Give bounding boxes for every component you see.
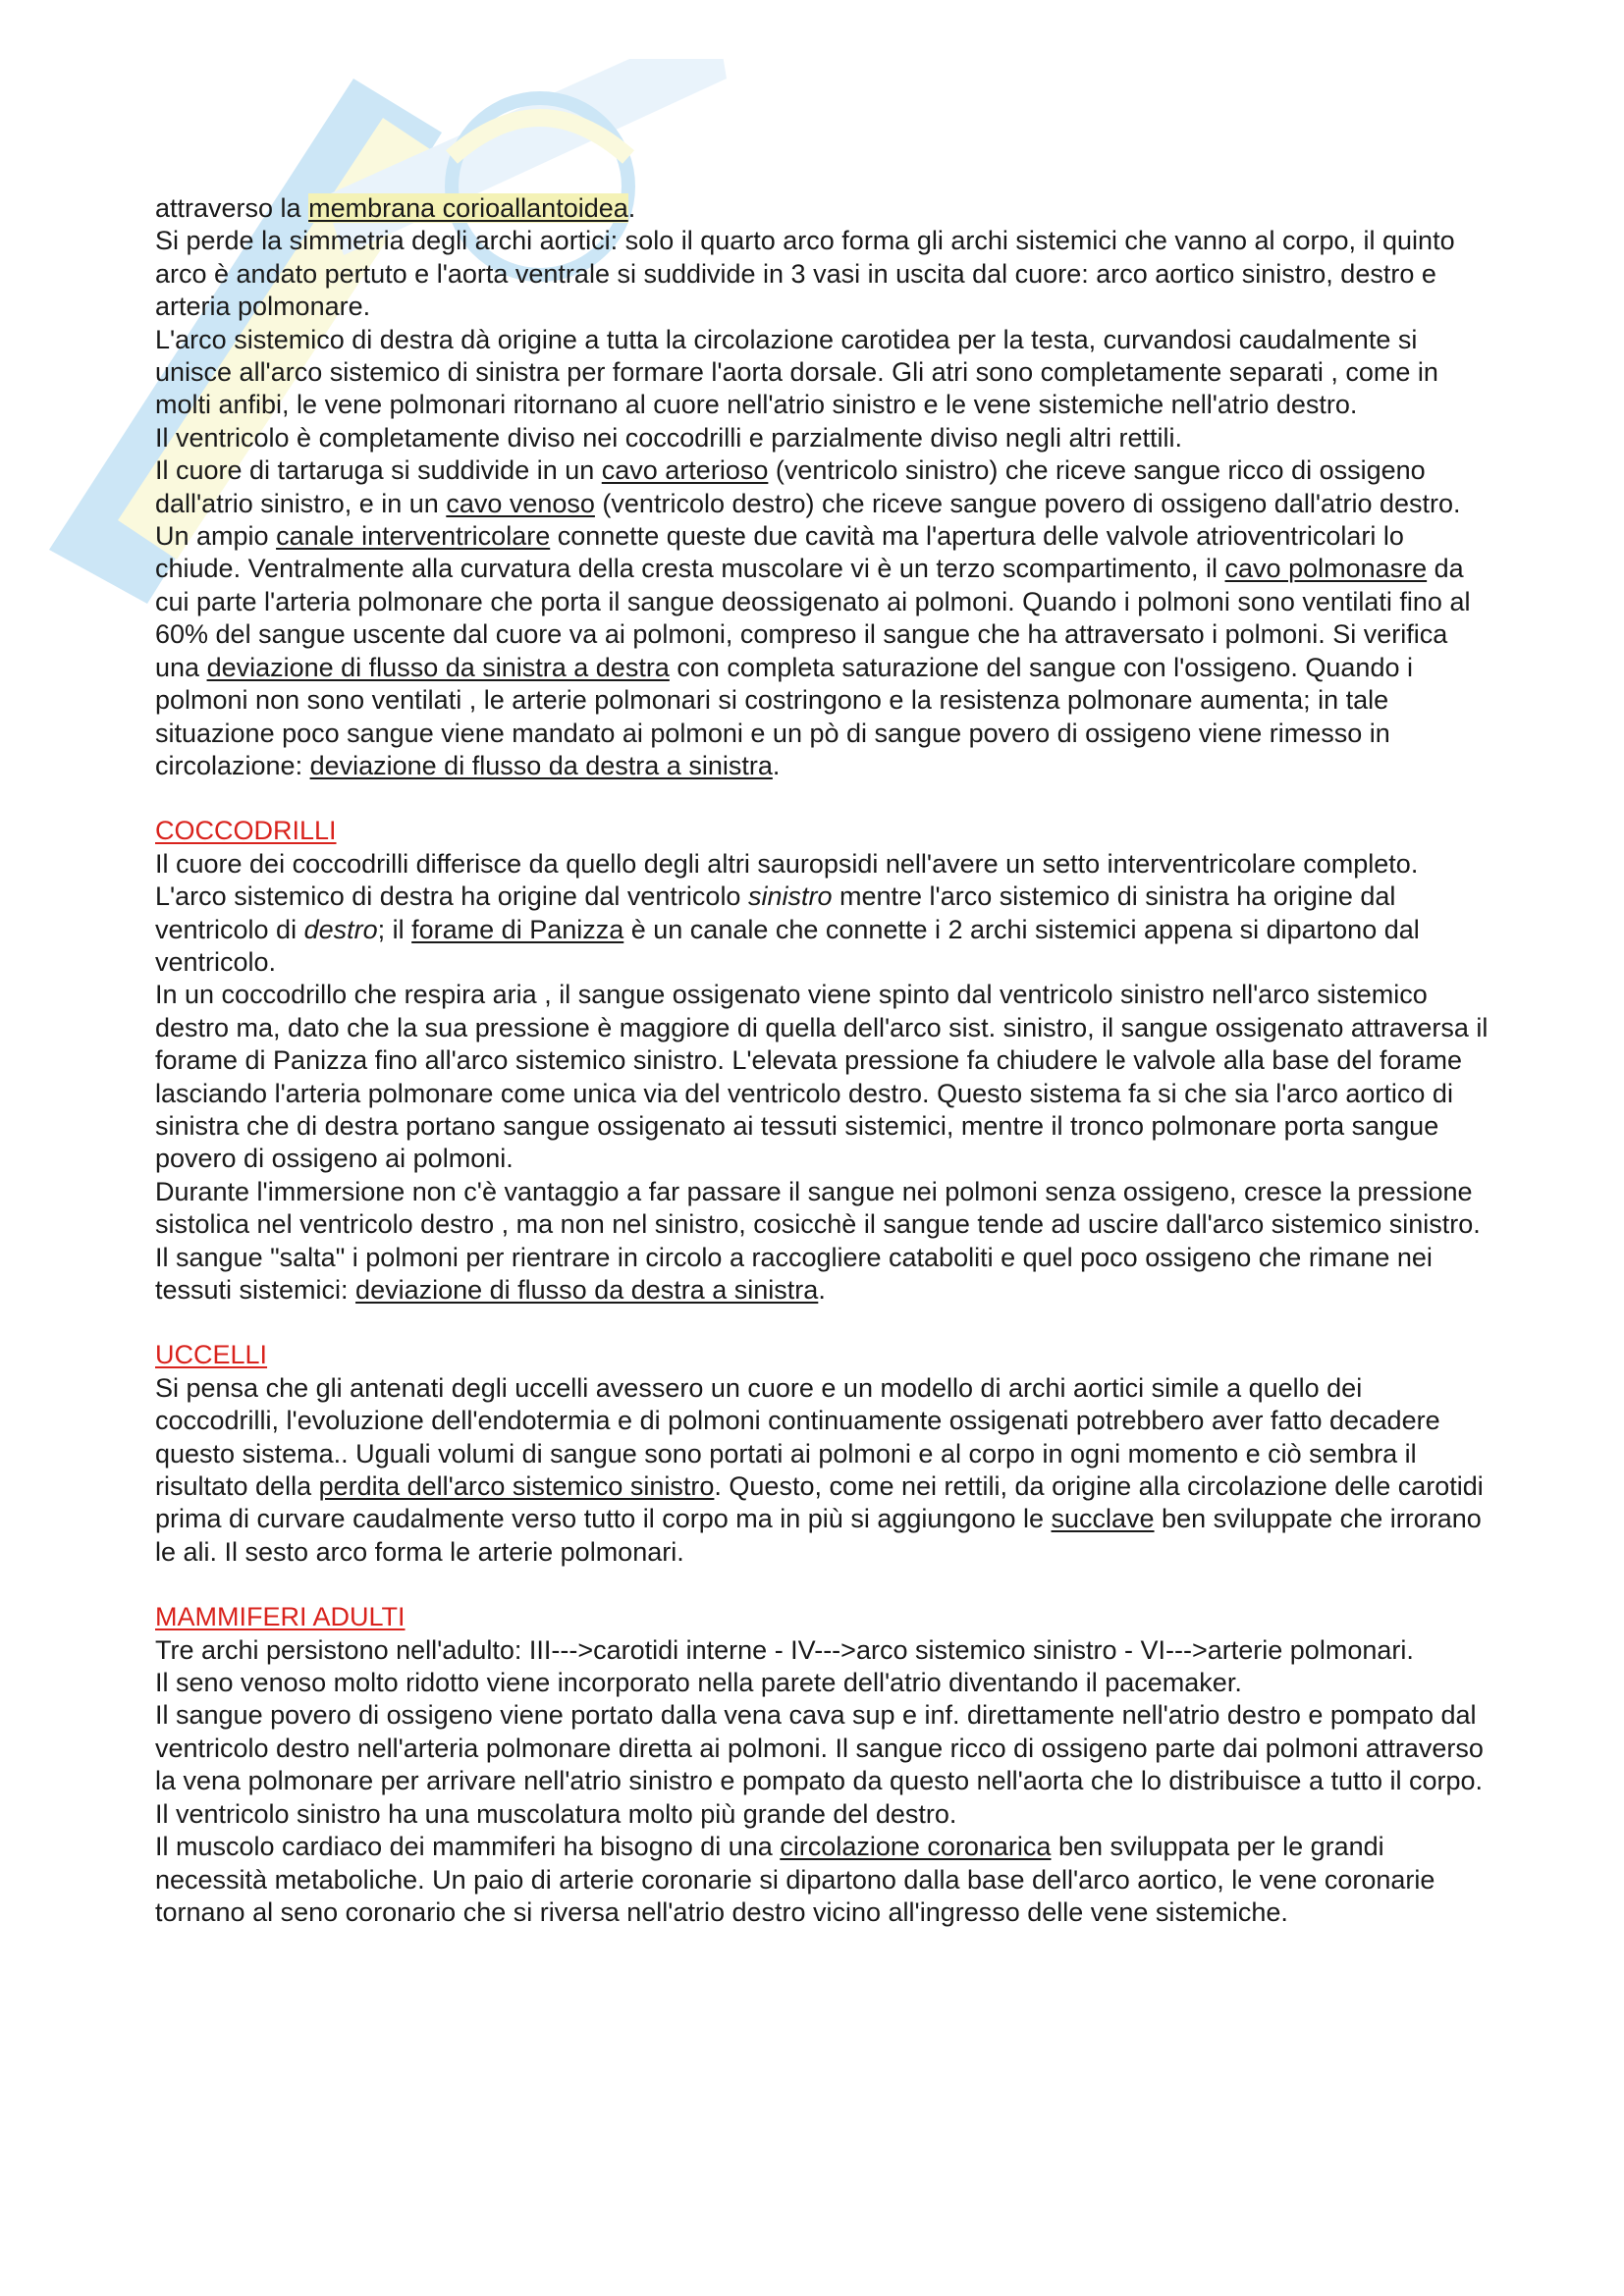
term-deviazione-destra-sinistra-2: deviazione di flusso da destra a sinistra bbox=[355, 1275, 819, 1305]
intro-paragraph-2: Si perde la simmetria degli archi aortici: solo il quarto arco forma gli archi sistemici che vanno al corpo, il quinto arco è andato pertuto e l'aorta ventrale si suddivide in 3 vasi in uscita dal cuore: arco aortico sinistro, destro e arteria polmonare. bbox=[155, 226, 1455, 322]
heading-mammiferi-adulti: MAMMIFERI ADULTI bbox=[155, 1602, 406, 1632]
term-perdita-arco-sistemico: perdita dell'arco sistemico sinistro bbox=[318, 1471, 715, 1502]
coccodrilli-paragraph-2: In un coccodrillo che respira aria , il sangue ossigenato viene spinto dal ventricolo sinistro nell'arco sistemico destro ma, dato che la sua pressione è maggiore di quella dell'arco sist. sinistro, il sangue ossigenato attraversa il forame di Panizza fino all'arco sistemico sinistro. L'elevata pressione fa chiudere le valvole alla base del forame lasciando l'arteria polmonare come unica via del ventricolo destro. Questo sistema fa si che sia l'arco aortico di sinistra che di destra portano sangue ossigenato ai tessuti sistemici, mentre il tronco polmonare porta sangue povero di ossigeno ai polmoni. bbox=[155, 980, 1489, 1174]
mammiferi-paragraph-1: Tre archi persistono nell'adulto: III--->carotidi interne - IV--->arco sistemico sinistro - VI--->arterie polmonari. bbox=[155, 1634, 1414, 1665]
term-canale-interventricolare: canale interventricolare bbox=[276, 521, 551, 552]
intro-paragraph-1: attraverso la membrana corioallantoidea. bbox=[155, 193, 636, 223]
mammiferi-paragraph-2: Il seno venoso molto ridotto viene incorporato nella parete dell'atrio diventando il pacemaker. bbox=[155, 1668, 1242, 1698]
document-body bbox=[155, 192, 1490, 1929]
heading-uccelli: UCCELLI bbox=[155, 1340, 268, 1370]
coccodrilli-paragraph-3: Durante l'immersione non c'è vantaggio a far passare il sangue nei polmoni senza ossigeno, cresce la pressione sistolica nel ventricolo destro , ma non nel sinistro, cosicchè il sangue tende ad uscire dall'arco sistemico sinistro. Il sangue "salta" i polmoni per rientrare in circolo a raccogliere cataboliti e quel poco ossigeno che rimane nei tessuti sistemici: deviazione di flusso da destra a sinistra. bbox=[155, 1176, 1481, 1305]
mammiferi-paragraph-3: Il sangue povero di ossigeno viene portato dalla vena cava sup e inf. direttamente nell'atrio destro e pompato dal ventricolo destro nell'arteria polmonare diretta ai polmoni. Il sangue ricco di ossigeno parte dai polmoni attraverso la vena polmonare per arrivare nell'atrio sinistro e pompato da questo nell'aorta che lo distribuisce a tutto il corpo. Il ventricolo sinistro ha una muscolatura molto più grande del destro. bbox=[155, 1700, 1484, 1829]
term-succlave: succlave bbox=[1051, 1504, 1155, 1534]
term-forame-di-panizza: forame di Panizza bbox=[411, 914, 624, 944]
term-cavo-venoso: cavo venoso bbox=[446, 488, 595, 518]
term-deviazione-sinistra-destra: deviazione di flusso da sinistra a destra bbox=[206, 652, 670, 682]
term-cavo-arterioso: cavo arterioso bbox=[601, 455, 769, 486]
intro-paragraph-5: Il cuore di tartaruga si suddivide in un cavo arterioso (ventricolo sinistro) che riceve sangue ricco di ossigeno dall'atrio sinistro, e in un cavo venoso (ventricolo destro) che riceve sangue povero di ossigeno dall'atrio destro. Un ampio canale interventricolare connette queste due cavità ma l'apertura delle valvole atrioventricolari lo chiude. Ventralmente alla curvatura della cresta muscolare vi è un terzo scompartimento, il cavo polmonasre da cui parte l'arteria polmonare che porta il sangue deossigenato ai polmoni. Quando i polmoni sono ventilati fino al 60% del sangue uscente dal cuore va ai polmoni, compreso il sangue che ha attraversato i polmoni. Si verifica una deviazione di flusso da sinistra a destra con completa saturazione del sangue con l'ossigeno. Quando i polmoni non sono ventilati , le arterie polmonari si costringono e la resistenza polmonare aumenta; in tale situazione poco sangue viene mandato ai polmoni e un pò di sangue povero di ossigeno viene rimesso in circolazione: deviazione di flusso da destra a sinistra. bbox=[155, 455, 1471, 780]
term-membrana-corioallantoidea: membrana corioallantoidea bbox=[308, 193, 628, 223]
mammiferi-paragraph-4: Il muscolo cardiaco dei mammiferi ha bisogno di una circolazione coronarica ben sviluppata per le grandi necessità metaboliche. Un paio di arterie coronarie si dipartono dalla base dell'arco aortico, le vene coronarie tornano al seno coronario che si riversa nell'atrio destro vicino all'ingresso delle vene sistemiche. bbox=[155, 1832, 1435, 1927]
term-cavo-polmonasre: cavo polmonasre bbox=[1224, 554, 1428, 584]
intro-paragraph-4: Il ventricolo è completamente diviso nei coccodrilli e parzialmente diviso negli altri rettili. bbox=[155, 422, 1182, 453]
uccelli-paragraph-1: Si pensa che gli antenati degli uccelli avessero un cuore e un modello di archi aortici simile a quello dei coccodrilli, l'evoluzione dell'endotermia e di polmoni continuamente ossigenati potrebbero aver fatto decadere questo sistema.. Uguali volumi di sangue sono portati ai polmoni e al corpo in ogni momento e ciò sembra il risultato della perdita dell'arco sistemico sinistro. Questo, come nei rettili, da origine alla circolazione delle carotidi prima di curvare caudalmente verso tutto il corpo ma in più si aggiungono le succlave ben sviluppate che irrorano le ali. Il sesto arco forma le arterie polmonari. bbox=[155, 1372, 1484, 1567]
intro-paragraph-3: L'arco sistemico di destra dà origine a tutta la circolazione carotidea per la testa, curvandosi caudalmente si unisce all'arco sistemico di sinistra per formare l'aorta dorsale. Gli atri sono completamente separati , come in molti anfibi, le vene polmonari ritornano al cuore nell'atrio sinistro e le vene sistemiche nell'atrio destro. bbox=[155, 324, 1438, 420]
coccodrilli-paragraph-1: Il cuore dei coccodrilli differisce da quello degli altri sauropsidi nell'avere un setto interventricolare completo. L'arco sistemico di destra ha origine dal ventricolo sinistro mentre l'arco sistemico di sinistra ha origine dal ventricolo di destro; il forame di Panizza è un canale che connette i 2 archi sistemici appena si dipartono dal ventricolo. bbox=[155, 848, 1420, 977]
term-circolazione-coronarica: circolazione coronarica bbox=[780, 1832, 1052, 1862]
heading-coccodrilli: COCCODRILLI bbox=[155, 816, 337, 846]
term-deviazione-destra-sinistra: deviazione di flusso da destra a sinistra bbox=[309, 750, 773, 780]
